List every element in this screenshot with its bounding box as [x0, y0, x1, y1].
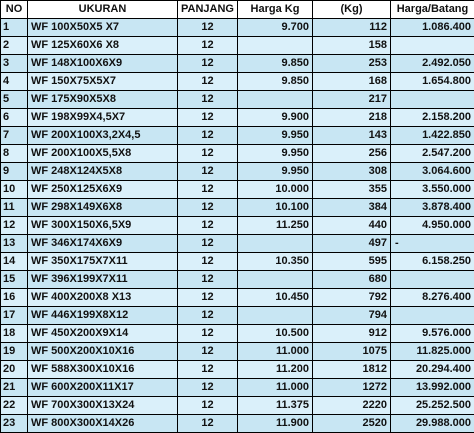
- cell-panjang: 12: [178, 307, 238, 325]
- table-row: [1, 325, 474, 343]
- header-harga-batang: Harga/Batang: [391, 1, 474, 19]
- cell-harga-batang: 1.422.850: [391, 127, 474, 145]
- cell-panjang: 12: [178, 145, 238, 163]
- cell-ukuran: WF 148X100X6X9: [28, 55, 178, 73]
- cell-ukuran: WF 396X199X7X11: [28, 271, 178, 289]
- cell-harga-kg: 11.200: [238, 361, 313, 379]
- cell-panjang: 12: [178, 73, 238, 91]
- cell-no: 22: [1, 397, 28, 415]
- cell-harga-batang: -: [391, 235, 474, 253]
- cell-kg: 217: [313, 91, 391, 109]
- cell-panjang: 12: [178, 343, 238, 361]
- cell-harga-batang: 8.276.400: [391, 289, 474, 307]
- cell-panjang: 12: [178, 397, 238, 415]
- cell-panjang: 12: [178, 37, 238, 55]
- cell-kg: 1812: [313, 361, 391, 379]
- cell-no: 19: [1, 343, 28, 361]
- cell-ukuran: WF 700X300X13X24: [28, 397, 178, 415]
- cell-panjang: 12: [178, 19, 238, 37]
- cell-kg: 2520: [313, 415, 391, 433]
- cell-kg: 112: [313, 19, 391, 37]
- cell-harga-batang: 2.158.200: [391, 109, 474, 127]
- cell-ukuran: WF 400X200X8 X13: [28, 289, 178, 307]
- cell-harga-kg: 10.500: [238, 325, 313, 343]
- cell-harga-kg: [238, 271, 313, 289]
- cell-harga-batang: 3.878.400: [391, 199, 474, 217]
- cell-harga-batang: [391, 307, 474, 325]
- cell-kg: 308: [313, 163, 391, 181]
- cell-harga-batang: 1.086.400: [391, 19, 474, 37]
- cell-harga-batang: 20.294.400: [391, 361, 474, 379]
- cell-ukuran: WF 350X175X7X11: [28, 253, 178, 271]
- cell-panjang: 12: [178, 289, 238, 307]
- cell-panjang: 12: [178, 379, 238, 397]
- cell-ukuran: WF 100X50X5 X7: [28, 19, 178, 37]
- cell-panjang: 12: [178, 55, 238, 73]
- cell-panjang: 12: [178, 163, 238, 181]
- cell-panjang: 12: [178, 415, 238, 433]
- cell-ukuran: WF 125X60X6 X8: [28, 37, 178, 55]
- cell-harga-kg: [238, 91, 313, 109]
- cell-no: 8: [1, 145, 28, 163]
- cell-panjang: 12: [178, 271, 238, 289]
- table-row: [1, 217, 474, 235]
- cell-harga-batang: 29.988.000: [391, 415, 474, 433]
- cell-harga-kg: 10.000: [238, 181, 313, 199]
- cell-panjang: 12: [178, 325, 238, 343]
- cell-kg: 168: [313, 73, 391, 91]
- cell-kg: 256: [313, 145, 391, 163]
- cell-harga-batang: 3.550.000: [391, 181, 474, 199]
- table-row: [1, 415, 474, 433]
- cell-ukuran: WF 200X100X5,5X8: [28, 145, 178, 163]
- cell-no: 6: [1, 109, 28, 127]
- table-row: [1, 253, 474, 271]
- cell-harga-batang: 1.654.800: [391, 73, 474, 91]
- cell-harga-kg: 9.950: [238, 127, 313, 145]
- cell-panjang: 12: [178, 217, 238, 235]
- cell-no: 18: [1, 325, 28, 343]
- cell-ukuran: WF 446X199X8X12: [28, 307, 178, 325]
- table-row: [1, 289, 474, 307]
- cell-kg: 2220: [313, 397, 391, 415]
- cell-harga-kg: 9.950: [238, 163, 313, 181]
- cell-no: 7: [1, 127, 28, 145]
- cell-no: 5: [1, 91, 28, 109]
- cell-no: 15: [1, 271, 28, 289]
- cell-kg: 253: [313, 55, 391, 73]
- cell-harga-batang: [391, 271, 474, 289]
- cell-no: 3: [1, 55, 28, 73]
- table-row: [1, 109, 474, 127]
- cell-ukuran: WF 588X300X10X16: [28, 361, 178, 379]
- cell-harga-kg: 9.900: [238, 109, 313, 127]
- cell-ukuran: WF 800X300X14X26: [28, 415, 178, 433]
- cell-kg: 595: [313, 253, 391, 271]
- cell-kg: 440: [313, 217, 391, 235]
- header-row: [1, 1, 474, 19]
- table-row: [1, 181, 474, 199]
- table-row: [1, 19, 474, 37]
- table-row: [1, 361, 474, 379]
- cell-no: 14: [1, 253, 28, 271]
- cell-harga-batang: 25.252.500: [391, 397, 474, 415]
- cell-harga-batang: 9.576.000: [391, 325, 474, 343]
- header-kg: (Kg): [313, 1, 391, 19]
- header-ukuran: UKURAN: [28, 1, 178, 19]
- cell-kg: 912: [313, 325, 391, 343]
- cell-harga-batang: 6.158.250: [391, 253, 474, 271]
- cell-ukuran: WF 198X99X4,5X7: [28, 109, 178, 127]
- table-row: [1, 343, 474, 361]
- table-row: [1, 199, 474, 217]
- cell-harga-kg: 9.950: [238, 145, 313, 163]
- cell-harga-kg: 10.350: [238, 253, 313, 271]
- cell-panjang: 12: [178, 91, 238, 109]
- cell-kg: 792: [313, 289, 391, 307]
- header-harga-kg: Harga Kg: [238, 1, 313, 19]
- cell-panjang: 12: [178, 199, 238, 217]
- table-row: [1, 91, 474, 109]
- cell-panjang: 12: [178, 127, 238, 145]
- table-row: [1, 145, 474, 163]
- cell-panjang: 12: [178, 235, 238, 253]
- cell-ukuran: WF 298X149X6X8: [28, 199, 178, 217]
- cell-harga-kg: 11.000: [238, 379, 313, 397]
- cell-harga-kg: 11.900: [238, 415, 313, 433]
- cell-harga-kg: 9.850: [238, 55, 313, 73]
- cell-kg: 158: [313, 37, 391, 55]
- header-no: NO: [1, 1, 28, 19]
- cell-harga-kg: [238, 37, 313, 55]
- table-row: [1, 73, 474, 91]
- cell-harga-kg: 9.850: [238, 73, 313, 91]
- cell-ukuran: WF 150X75X5X7: [28, 73, 178, 91]
- cell-panjang: 12: [178, 361, 238, 379]
- cell-no: 21: [1, 379, 28, 397]
- cell-ukuran: WF 500X200X10X16: [28, 343, 178, 361]
- cell-harga-batang: [391, 91, 474, 109]
- header-panjang: PANJANG: [178, 1, 238, 19]
- cell-ukuran: WF 248X124X5X8: [28, 163, 178, 181]
- cell-harga-batang: 3.064.600: [391, 163, 474, 181]
- table-row: [1, 379, 474, 397]
- cell-harga-batang: 2.492.050: [391, 55, 474, 73]
- cell-ukuran: WF 600X200X11X17: [28, 379, 178, 397]
- cell-ukuran: WF 450X200X9X14: [28, 325, 178, 343]
- table-row: [1, 163, 474, 181]
- cell-no: 10: [1, 181, 28, 199]
- cell-panjang: 12: [178, 181, 238, 199]
- table-body: [1, 19, 474, 433]
- cell-kg: 355: [313, 181, 391, 199]
- table-row: [1, 127, 474, 145]
- cell-no: 2: [1, 37, 28, 55]
- cell-no: 20: [1, 361, 28, 379]
- cell-ukuran: WF 175X90X5X8: [28, 91, 178, 109]
- cell-harga-batang: [391, 37, 474, 55]
- cell-no: 16: [1, 289, 28, 307]
- cell-harga-kg: 10.450: [238, 289, 313, 307]
- cell-kg: 218: [313, 109, 391, 127]
- cell-panjang: 12: [178, 253, 238, 271]
- cell-harga-batang: 4.950.000: [391, 217, 474, 235]
- cell-no: 17: [1, 307, 28, 325]
- cell-kg: 143: [313, 127, 391, 145]
- cell-no: 13: [1, 235, 28, 253]
- cell-no: 23: [1, 415, 28, 433]
- cell-kg: 794: [313, 307, 391, 325]
- cell-ukuran: WF 250X125X6X9: [28, 181, 178, 199]
- cell-no: 12: [1, 217, 28, 235]
- cell-ukuran: WF 200X100X3,2X4,5: [28, 127, 178, 145]
- cell-harga-kg: 11.000: [238, 343, 313, 361]
- cell-kg: 680: [313, 271, 391, 289]
- cell-harga-kg: 11.375: [238, 397, 313, 415]
- cell-kg: 1272: [313, 379, 391, 397]
- cell-no: 4: [1, 73, 28, 91]
- cell-harga-kg: 9.700: [238, 19, 313, 37]
- cell-harga-batang: 2.547.200: [391, 145, 474, 163]
- cell-harga-kg: [238, 307, 313, 325]
- cell-no: 1: [1, 19, 28, 37]
- table-row: [1, 235, 474, 253]
- cell-no: 11: [1, 199, 28, 217]
- cell-harga-kg: 11.250: [238, 217, 313, 235]
- table-row: [1, 307, 474, 325]
- cell-no: 9: [1, 163, 28, 181]
- cell-kg: 497: [313, 235, 391, 253]
- cell-ukuran: WF 346X174X6X9: [28, 235, 178, 253]
- cell-harga-kg: [238, 235, 313, 253]
- table-row: [1, 271, 474, 289]
- cell-panjang: 12: [178, 109, 238, 127]
- cell-kg: 384: [313, 199, 391, 217]
- table-row: [1, 37, 474, 55]
- cell-harga-batang: 13.992.000: [391, 379, 474, 397]
- cell-ukuran: WF 300X150X6,5X9: [28, 217, 178, 235]
- cell-kg: 1075: [313, 343, 391, 361]
- cell-harga-batang: 11.825.000: [391, 343, 474, 361]
- cell-harga-kg: 10.100: [238, 199, 313, 217]
- table-row: [1, 55, 474, 73]
